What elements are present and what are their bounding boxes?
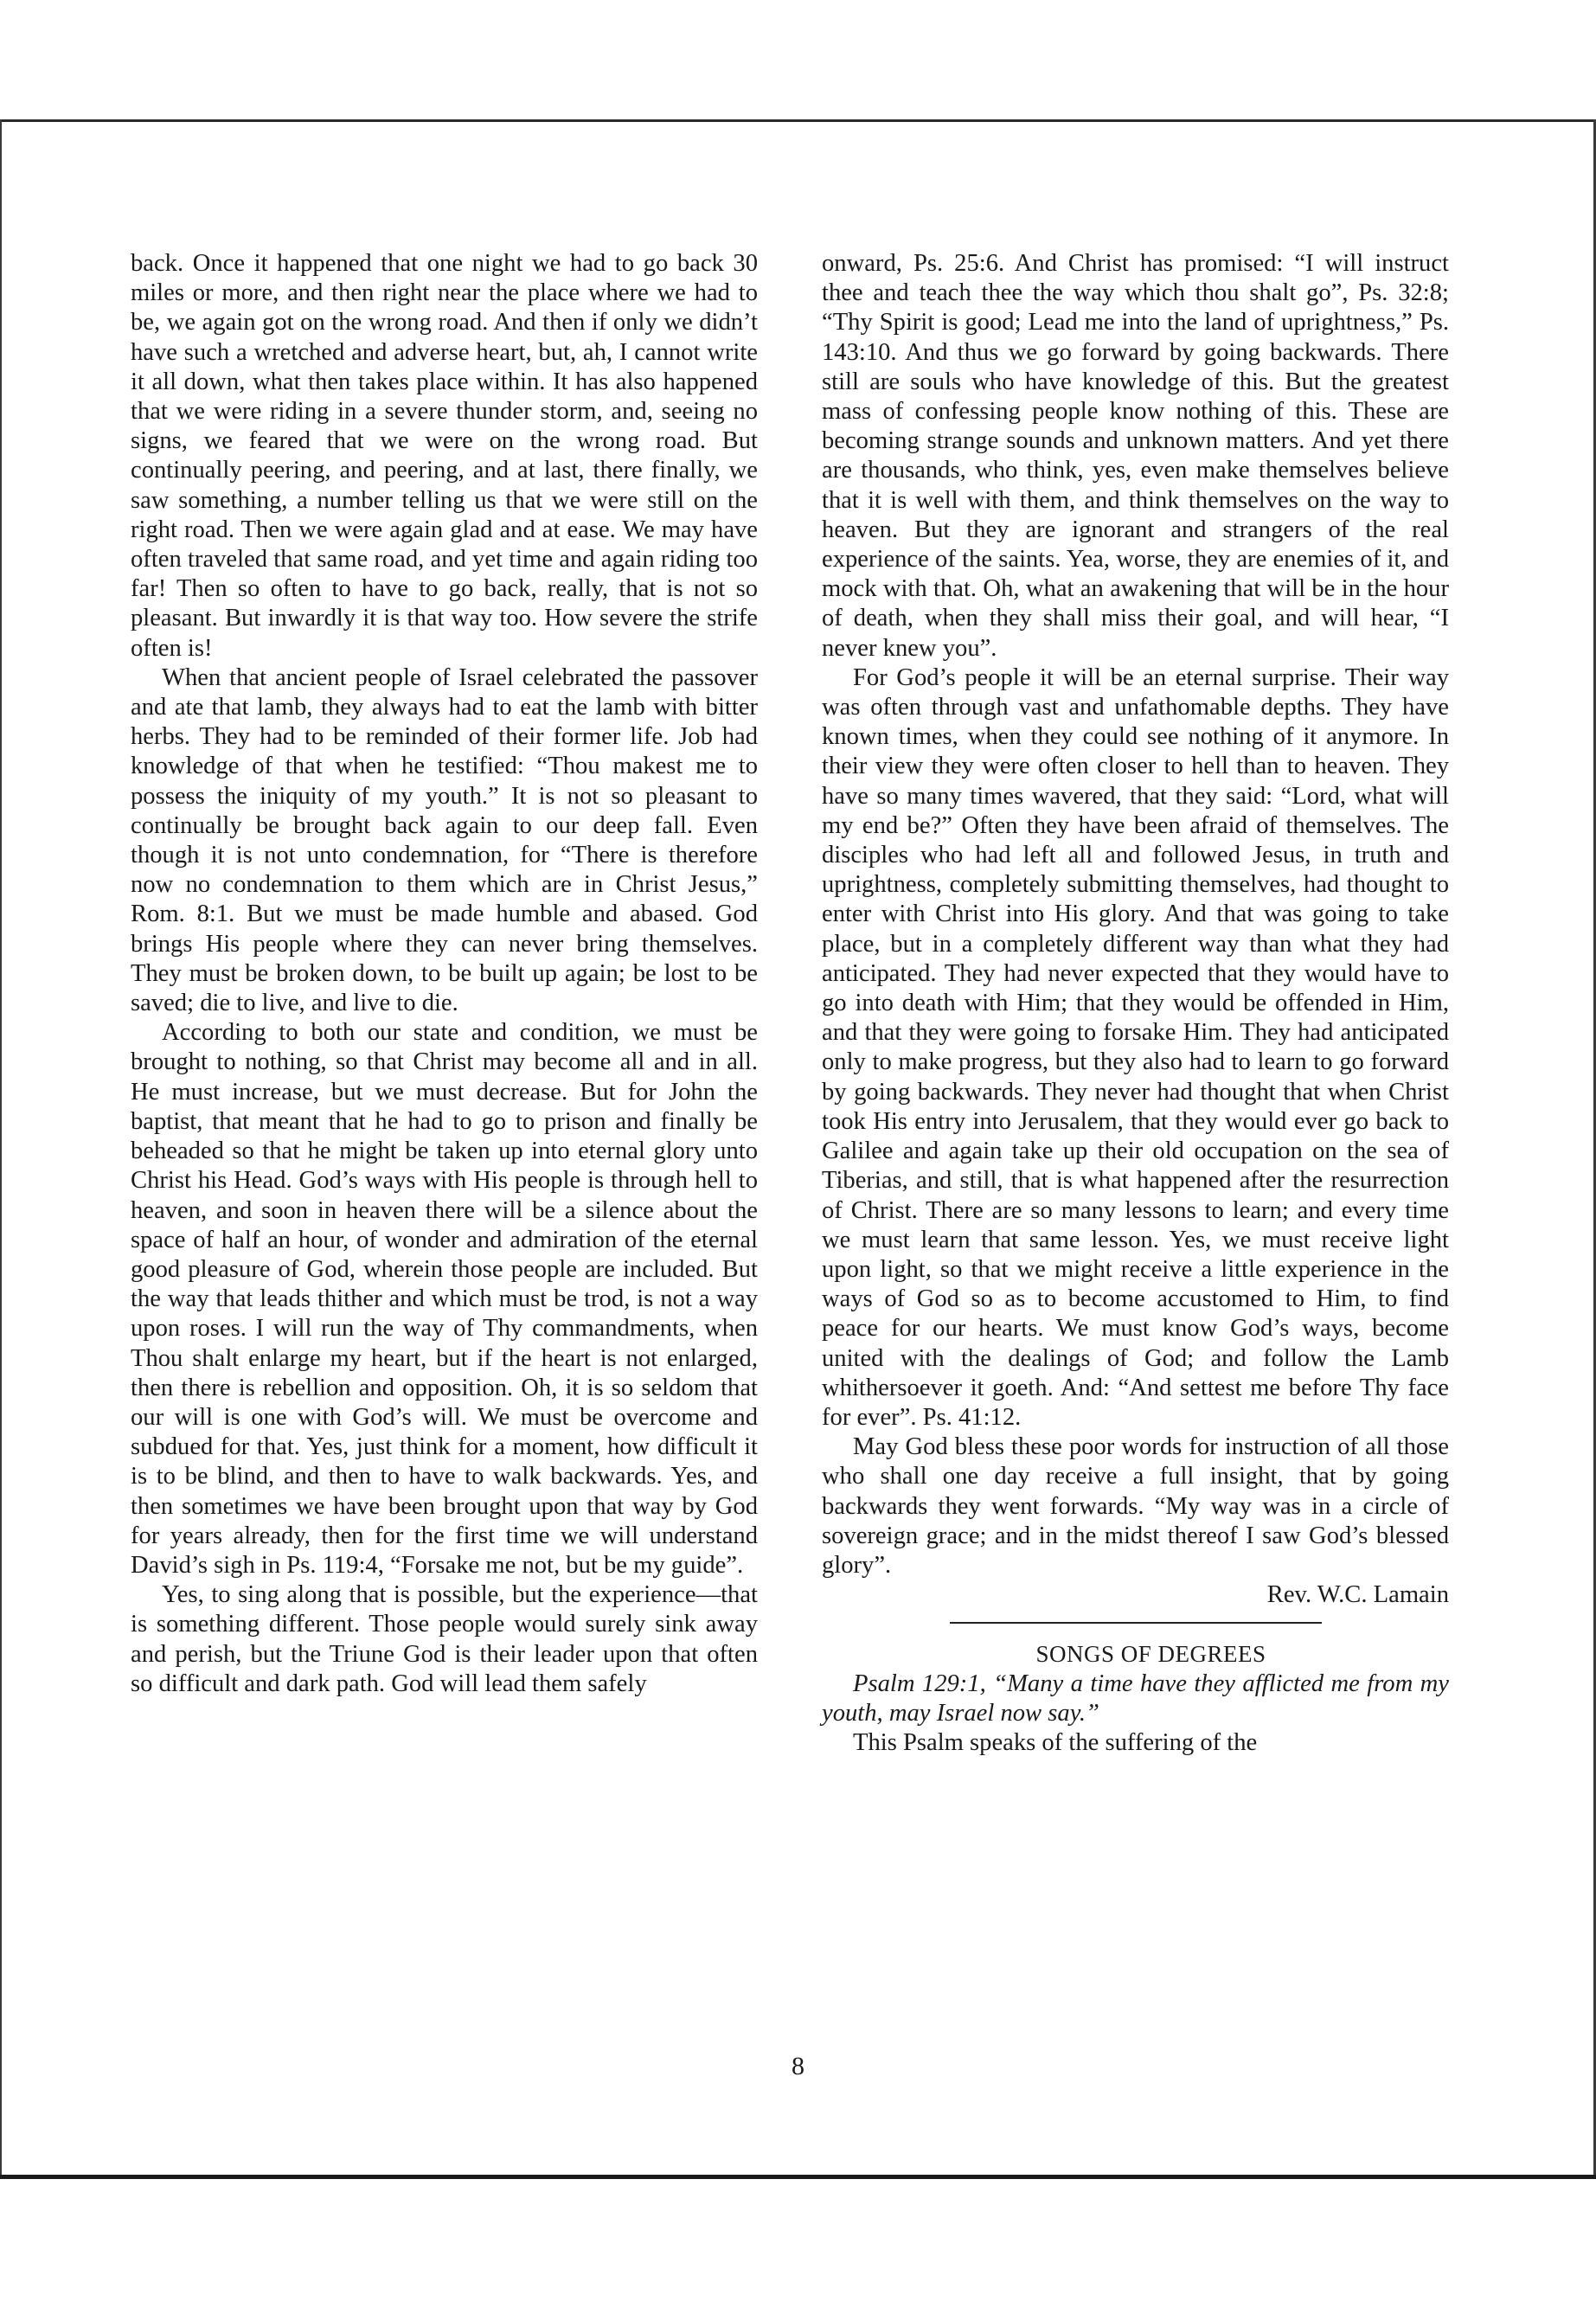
paragraph: back. Once it happened that one night we had to go back 30 miles or more, and then right near the place where we had to be, we again got on the wrong road. And then if only we didn’t have such a wretched and adverse heart, but, ah, I cannot write it all down, what then takes place within. It has also happened that we were riding in a severe thunder storm, and, seeing no signs, we feared that we were on the wrong road. But continually peering, and peering, and at last, there finally, we saw something, a number telling us that we were still on the right road. Then we were again glad and at ease. We may have often traveled that same road, and yet time and again riding too far! Then so often to have to go back, really, that is not so pleasant. But inwardly it is that way too. How severe the strife often is! [131,250,758,662]
right-column [822,249,1449,1758]
section-title: SONGS OF DEGREES [1035,1641,1266,1668]
paragraph: May God bless these poor words for instruction of all those who shall one day receive a full insight, that by going backwards they went forwards. “My way was in a circle of sovereign grace; and in the midst thereof I saw God’s blessed glory”. [822,1433,1449,1579]
paragraph: This Psalm speaks of the suffering of the [853,1728,1258,1756]
page-left-edge [0,119,2,2178]
section-divider [950,1622,1322,1624]
paragraph: Yes, to sing along that is possible, but the experience—that is something different. Those people would surely sink away and perish, but the Triune God is their leader upon that often so difficult and dark path. God will lead them safely [131,1581,758,1697]
left-column [131,249,758,1699]
paragraph: For God’s people it will be an eternal surprise. Their way was often through vast and unfathomable depths. They have known times, when they could see nothing of it anymore. In their view they were often closer to hell than to heaven. They have so many times wavered, that they said: “Lord, what will my end be?” Often they have been afraid of themselves. The disciples who had left all and followed Jesus, in truth and uprightness, completely submitting themselves, had thought to enter with Christ into His glory. And that was going to take place, but in a completely different way than what they had anticipated. They had never expected that they would have to go into death with Him; that they would be offended in Him, and that they were going to forsake Him. They had anticipated only to make progress, but they also had to learn to go forward by going backwards. They never had thought that when Christ took His entry into Jerusalem, that they would ever go back to Galilee and again take up their old occupation on the sea of Tiberias, and still, that is what happened after the resurrection of Christ. There are so many lessons to learn; and every time we must learn that same lesson. Yes, we must receive light upon light, so that we might receive a little experience in the ways of God so as to become accustomed to Him, to find peace for our hearts. We must know God’s ways, become united with the dealings of God; and follow the Lamb whithersoever it goeth. And: “And settest me before Thy face for ever”. Ps. 41:12. [822,663,1449,1431]
psalm-quote: Psalm 129:1, “Many a time have they afflicted me from my youth, may Israel now say.” [822,1670,1449,1727]
page-top-edge [0,119,1596,122]
paragraph: When that ancient people of Israel celebrated the passover and ate that lamb, they always had to eat the lamb with bitter herbs. They had to be reminded of their former life. Job had knowledge of that when he testified: “Thou makest me to possess the iniquity of my youth.” It is not so pleasant to continually be brought back again to our deep fall. Even though it is not unto condemnation, for “There is therefore now no condemnation to them which are in Christ Jesus,” Rom. 8:1. But we must be made humble and abased. God brings His people where they can never bring themselves. They must be broken down, to be built up again; be lost to be saved; die to live, and live to die. [131,663,758,1017]
page-bottom-edge [0,2175,1596,2179]
author-signature: Rev. W.C. Lamain [1266,1581,1449,1609]
paragraph: onward, Ps. 25:6. And Christ has promised: “I will instruct thee and teach thee the way which thou shalt go”, Ps. 32:8; “Thy Spirit is good; Lead me into the land of uprightness,” Ps. 143:10. And thus we go forward by going backwards. There still are souls who have knowledge of this. But the greatest mass of confessing people know nothing of this. These are becoming strange sounds and unknown matters. And yet there are thousands, who think, yes, even make themselves believe that it is well with them, and think themselves on the way to heaven. But they are ignorant and strangers of the real experience of the saints. Yea, worse, they are enemies of it, and mock with that. Oh, what an awakening that will be in the hour of death, when they shall miss their goal, and will hear, “I never knew you”. [822,250,1449,662]
page-number: 8 [792,2052,804,2080]
paragraph: According to both our state and condition, we must be brought to nothing, so that Christ may become all and in all. He must increase, but we must decrease. But for John the baptist, that meant that he had to go to prison and finally be beheaded so that he might be taken up into eternal glory unto Christ his Head. God’s ways with His people is through hell to heaven, and soon in heaven there will be a silence about the space of half an hour, of wonder and admiration of the eternal good pleasure of God, wherein those people are included. But the way that leads thither and which must be trod, is not a way upon roses. I will run the way of Thy commandments, when Thou shalt enlarge my heart, but if the heart is not enlarged, then there is rebellion and opposition. Oh, it is so seldom that our will is one with God’s will. We must be overcome and subdued for that. Yes, just think for a moment, how difficult it is to be blind, and then to have to walk backwards. Yes, and then sometimes we have been brought upon that way by God for years already, then for the first time we will understand David’s sigh in Ps. 119:4, “Forsake me not, but be my guide”. [131,1019,758,1579]
